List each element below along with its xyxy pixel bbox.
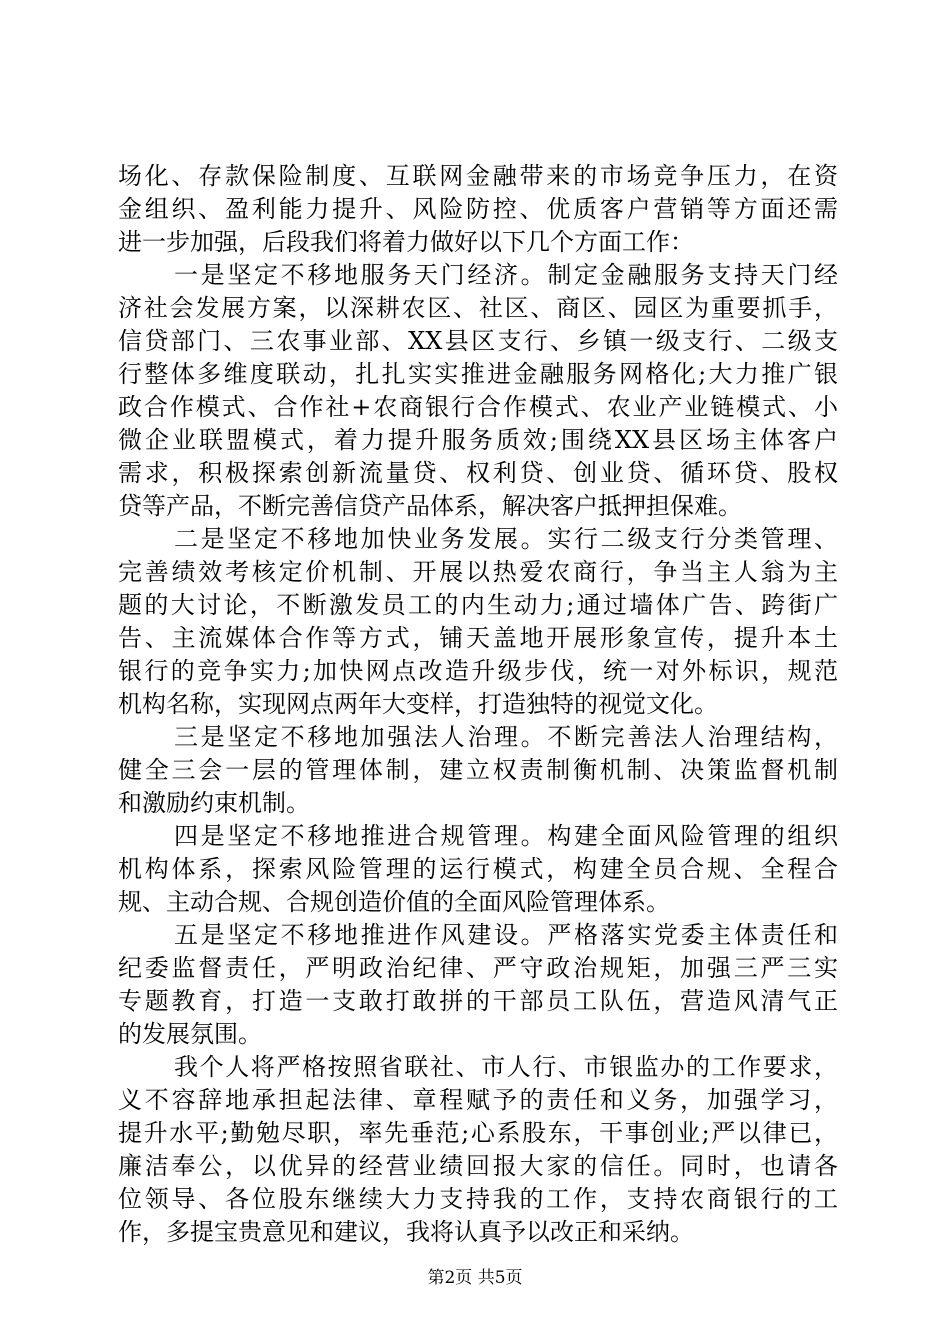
page-footer: 第2页 共5页 bbox=[427, 1268, 523, 1288]
text-line: 银行的竞争实力;加快网点改造升级步伐，统一对外标识，规范 bbox=[118, 657, 838, 685]
text-line: 需求，积极探索创新流量贷、权利贷、创业贷、循环贷、股权 bbox=[118, 459, 838, 487]
text-line: 三是坚定不移地加强法人治理。不断完善法人治理结构， bbox=[174, 723, 838, 751]
text-line: 规、主动合规、合规创造价值的全面风险管理体系。 bbox=[118, 888, 670, 916]
text-line: 五是坚定不移地推进作风建设。严格落实党委主体责任和 bbox=[174, 921, 838, 949]
body-text bbox=[118, 160, 838, 1249]
text-line: 专题教育，打造一支敢打敢拼的干部员工队伍，营造风清气正 bbox=[118, 987, 838, 1015]
text-line: 政合作模式、合作社+农商银行合作模式、农业产业链模式、小 bbox=[118, 393, 838, 421]
text-line: 四是坚定不移地推进合规管理。构建全面风险管理的组织 bbox=[174, 822, 838, 850]
text-line: 二是坚定不移地加快业务发展。实行二级支行分类管理、 bbox=[174, 525, 838, 553]
text-line: 济社会发展方案，以深耕农区、社区、商区、园区为重要抓手， bbox=[118, 294, 838, 322]
text-line: 行整体多维度联动，扎扎实实推进金融服务网格化;大力推广银 bbox=[118, 360, 838, 388]
text-line: 贷等产品，不断完善信贷产品体系，解决客户抵押担保难。 bbox=[118, 492, 742, 520]
text-line: 和激励约束机制。 bbox=[118, 789, 310, 817]
text-line: 完善绩效考核定价机制、开展以热爱农商行，争当主人翁为主 bbox=[118, 558, 838, 586]
text-line: 告、主流媒体合作等方式，铺天盖地开展形象宣传，提升本土 bbox=[118, 624, 838, 652]
text-line: 健全三会一层的管理体制，建立权责制衡机制、决策监督机制 bbox=[118, 756, 838, 784]
text-line: 的发展氛围。 bbox=[118, 1020, 262, 1048]
text-line: 义不容辞地承担起法律、章程赋予的责任和义务，加强学习， bbox=[118, 1086, 838, 1114]
text-line: 机构名称，实现网点两年大变样，打造独特的视觉文化。 bbox=[118, 690, 718, 718]
text-line: 微企业联盟模式，着力提升服务质效;围绕XX县区场主体客户 bbox=[118, 426, 838, 454]
text-line: 场化、存款保险制度、互联网金融带来的市场竞争压力，在资 bbox=[118, 162, 838, 190]
text-line: 我个人将严格按照省联社、市人行、市银监办的工作要求， bbox=[174, 1053, 838, 1081]
text-line: 廉洁奉公，以优异的经营业绩回报大家的信任。同时，也请各 bbox=[118, 1152, 838, 1180]
text-line: 提升水平;勤勉尽职，率先垂范;心系股东，干事创业;严以律已， bbox=[118, 1119, 838, 1147]
text-line: 信贷部门、三农事业部、XX县区支行、乡镇一级支行、二级支 bbox=[118, 327, 838, 355]
text-line: 进一步加强，后段我们将着力做好以下几个方面工作： bbox=[118, 228, 694, 256]
text-line: 一是坚定不移地服务天门经济。制定金融服务支持天门经 bbox=[174, 261, 838, 289]
text-line: 纪委监督责任，严明政治纪律、严守政治规矩，加强三严三实 bbox=[118, 954, 838, 982]
text-line: 机构体系，探索风险管理的运行模式，构建全员合规、全程合 bbox=[118, 855, 838, 883]
text-line: 题的大讨论，不断激发员工的内生动力;通过墙体广告、跨街广 bbox=[118, 591, 838, 619]
text-line: 作，多提宝贵意见和建议，我将认真予以改正和采纳。 bbox=[118, 1218, 694, 1246]
text-line: 金组织、盈利能力提升、风险防控、优质客户营销等方面还需 bbox=[118, 195, 838, 223]
text-line: 位领导、各位股东继续大力支持我的工作，支持农商银行的工 bbox=[118, 1185, 838, 1213]
